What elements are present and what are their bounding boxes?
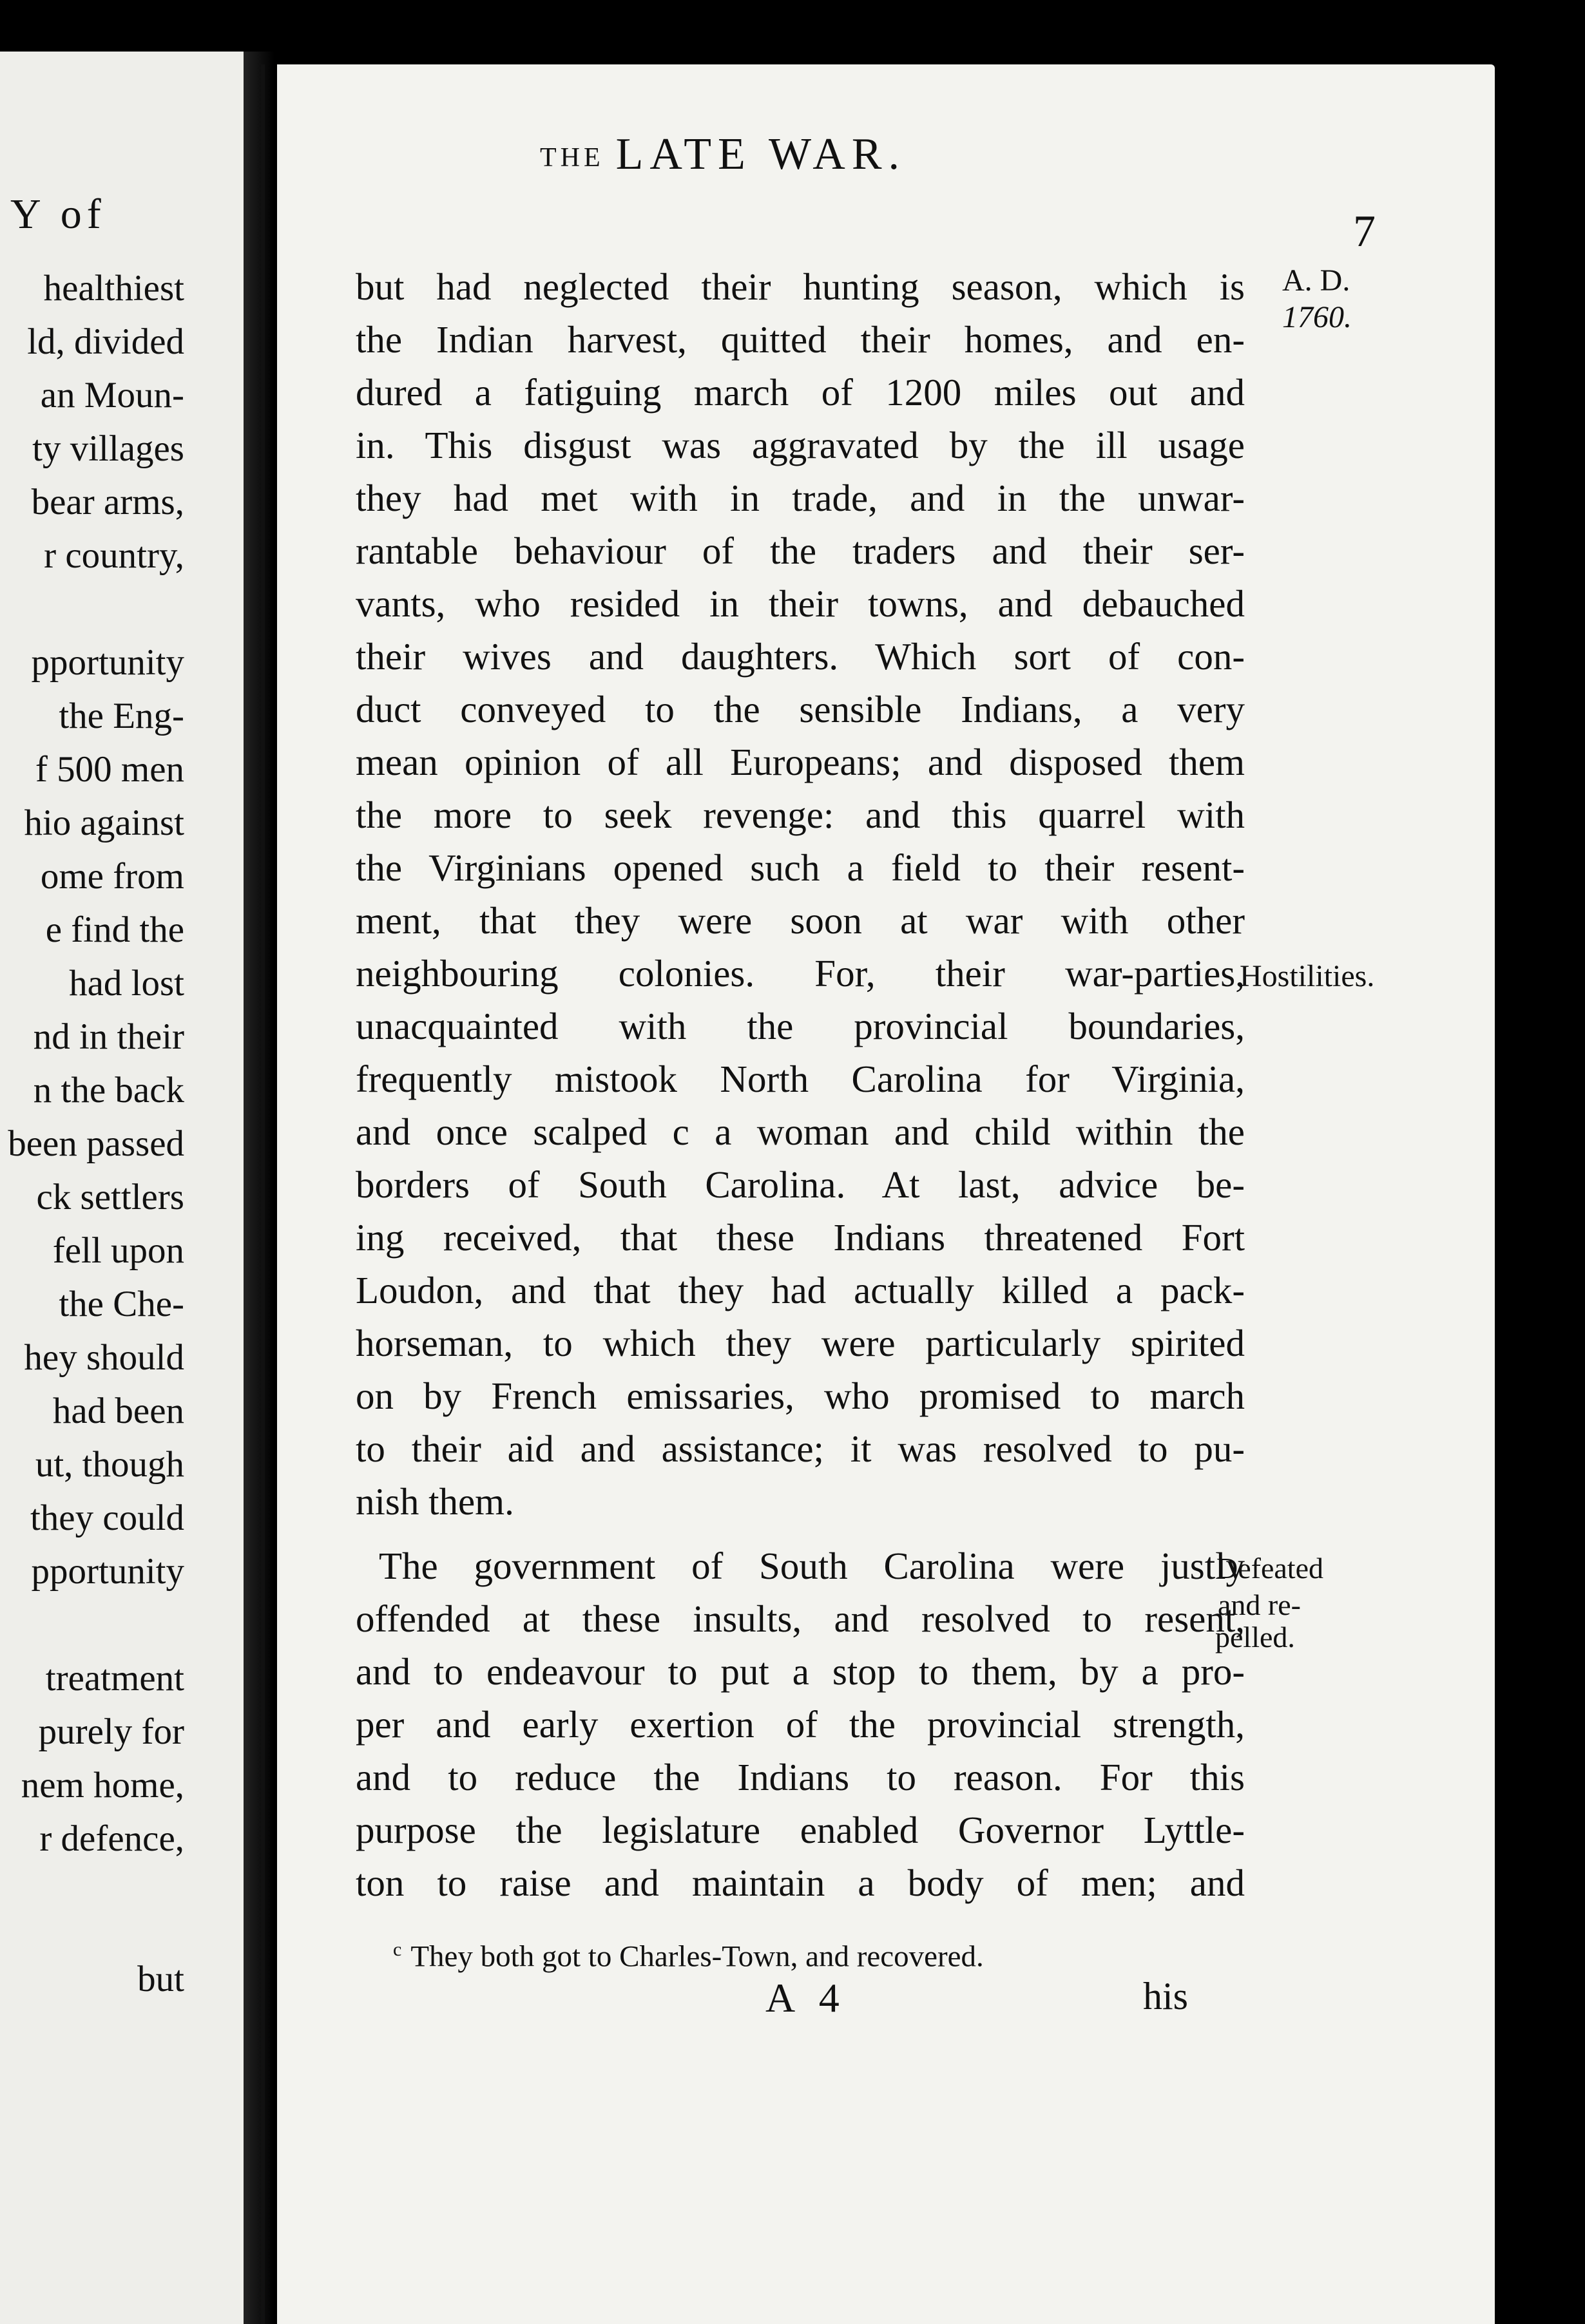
left-page-line: n the back: [33, 1070, 184, 1110]
left-page-line: treatment: [45, 1658, 184, 1699]
body-line: on by French emissaries, who promised to march: [356, 1375, 1245, 1417]
left-page-line: nd in their: [33, 1016, 184, 1057]
body-line: and once scalped c a woman and child within the: [356, 1110, 1245, 1153]
left-page-line: ty villages: [32, 428, 184, 469]
left-page-line: ut, though: [35, 1444, 184, 1485]
body-line: borders of South Carolina. At last, advice be-: [356, 1163, 1245, 1206]
page-number: 7: [1353, 207, 1376, 256]
running-head-title: LATE WAR.: [615, 129, 907, 179]
left-page-line: ld, divided: [27, 321, 184, 362]
left-page-line: had lost: [69, 963, 184, 1004]
body-line: purpose the legislature enabled Governor Lyttle-: [356, 1809, 1245, 1851]
left-page-line: they could: [30, 1498, 184, 1538]
body-line: the Indian harvest, quitted their homes, and en-: [356, 318, 1245, 361]
catchword: his: [1143, 1975, 1189, 2017]
body-line: but had neglected their hunting season, which is: [356, 265, 1245, 308]
left-page-line: r defence,: [39, 1818, 184, 1859]
left-page-line: f 500 men: [35, 749, 184, 790]
margin-note-year: 1760.: [1282, 300, 1352, 334]
body-line: unacquainted with the provincial boundaries,: [356, 1005, 1245, 1047]
gutter-rule: [261, 64, 265, 2324]
body-line: to their aid and assistance; it was resolved to pu-: [356, 1427, 1245, 1470]
previous-page-strip: [0, 52, 244, 2324]
body-line: rantable behaviour of the traders and their ser-: [356, 529, 1245, 572]
body-line: offended at these insults, and resolved to resent,: [356, 1597, 1245, 1640]
left-page-line: fell upon: [52, 1230, 184, 1271]
body-line: ment, that they were soon at war with other: [356, 899, 1245, 942]
body-line: neighbouring colonies. For, their war-parties,: [356, 952, 1245, 995]
left-page-line: an Moun-: [40, 375, 184, 415]
body-line: the Virginians opened such a field to their resent-: [356, 846, 1245, 889]
body-line: mean opinion of all Europeans; and disposed them: [356, 741, 1245, 783]
body-line: in. This disgust was aggravated by the ill usage: [356, 424, 1245, 466]
left-page-line: pportunity: [31, 642, 184, 683]
body-line: duct conveyed to the sensible Indians, a very: [356, 688, 1245, 730]
left-page-line: purely for: [38, 1711, 184, 1752]
left-page-line: the Eng-: [59, 696, 184, 736]
footnote-mark: c: [393, 1939, 402, 1960]
body-line: frequently mistook North Carolina for Virginia,: [356, 1058, 1245, 1100]
left-page-line: ome from: [40, 856, 184, 897]
left-page-line: e find the: [45, 910, 184, 950]
body-line: ton to raise and maintain a body of men; and: [356, 1862, 1245, 1904]
left-page-line: healthiest: [43, 268, 184, 309]
body-line: vants, who resided in their towns, and debauched: [356, 582, 1245, 625]
body-line: and to reduce the Indians to reason. For this: [356, 1756, 1245, 1798]
left-page-line: nem home,: [21, 1765, 184, 1805]
margin-note-hostilities: Hostilities.: [1240, 959, 1375, 993]
left-catchword: but: [137, 1959, 184, 1999]
signature-mark: A 4: [765, 1975, 847, 2021]
left-page-line: ck settlers: [36, 1177, 184, 1217]
left-page-line: hey should: [24, 1337, 184, 1378]
body-line: The government of South Carolina were justly: [379, 1545, 1245, 1587]
body-line: Loudon, and that they had actually killed a pack-: [356, 1269, 1245, 1311]
running-head-prefix: THE: [540, 143, 604, 173]
running-head: [540, 129, 906, 180]
left-page-line: bear arms,: [31, 482, 184, 522]
footnote-text: They both got to Charles-Town, and recovered.: [410, 1939, 984, 1974]
body-line: ing received, that these Indians threatened Fort: [356, 1216, 1245, 1259]
left-page-line: had been: [52, 1391, 184, 1431]
margin-note-defeated: Defeated: [1216, 1552, 1323, 1585]
left-page-line: pportunity: [31, 1551, 184, 1592]
body-line: their wives and daughters. Which sort of con-: [356, 635, 1245, 678]
page-fold-shadow: [244, 52, 274, 2324]
footnote: [393, 1939, 984, 1974]
left-page-line: r country,: [44, 535, 184, 576]
body-line: dured a fatiguing march of 1200 miles out and: [356, 371, 1245, 414]
body-line: they had met with in trade, and in the unwar-: [356, 477, 1245, 519]
left-page-line: been passed: [8, 1123, 184, 1164]
body-line: nish them.: [356, 1480, 514, 1523]
left-page-line: the Che-: [59, 1284, 184, 1324]
body-line: per and early exertion of the provincial strength,: [356, 1703, 1245, 1746]
body-line: the more to seek revenge: and this quarrel with: [356, 794, 1245, 836]
body-line: and to endeavour to put a stop to them, by a pro-: [356, 1650, 1245, 1693]
left-page-line: hio against: [24, 803, 184, 843]
margin-note-and-re: and re-: [1218, 1588, 1301, 1621]
body-line: horseman, to which they were particularly spirited: [356, 1322, 1245, 1364]
left-running-head: Y of: [10, 191, 106, 238]
margin-note-year-label: A. D.: [1282, 263, 1350, 298]
margin-note-pelled: pelled.: [1215, 1621, 1295, 1653]
